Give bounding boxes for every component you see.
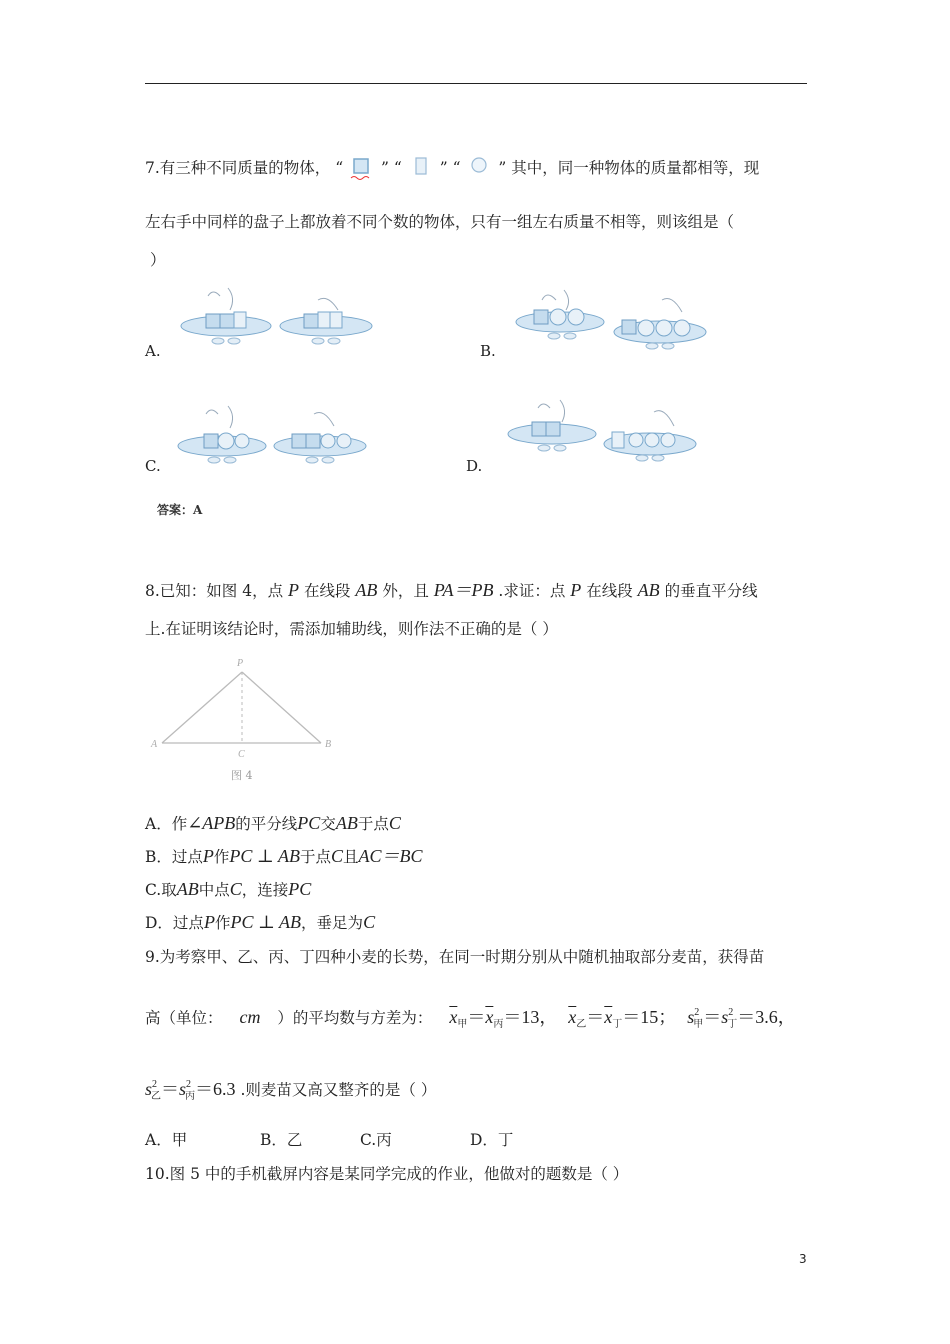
q9-text-c: .则麦苗又高又整齐的是（ ）: [240, 1081, 437, 1099]
q8-opt-b-text: B．过点: [145, 848, 203, 866]
var-c: C: [363, 912, 376, 932]
cube-icon: [348, 156, 376, 182]
x-bar: $\overline{x}$: [449, 1007, 458, 1027]
q7-line3: ）: [150, 251, 166, 269]
unit-cm: cm: [239, 1007, 261, 1027]
q8-text-b: 在线段: [303, 582, 351, 600]
sphere-icon: [465, 156, 493, 182]
q8-opt-a-text: A．作: [145, 815, 188, 833]
var-p: P: [203, 912, 215, 932]
option-d-label: D.: [466, 457, 483, 475]
option-a-figure: [178, 286, 378, 348]
q8-line2: 上.在证明该结论时，需添加辅助线，则作法不正确的是（ ）: [145, 620, 558, 638]
var-s: s: [145, 1079, 153, 1099]
eq-pa-pb: PA＝PB: [433, 580, 494, 600]
sub-ding: 丁: [727, 1019, 738, 1030]
q8-text-c: 外，且: [382, 582, 429, 600]
perp-pc-ab: PC ⊥ AB: [230, 912, 302, 932]
var-s: s: [687, 1007, 695, 1027]
cylinder-icon: [407, 156, 435, 182]
sub-yi: 乙: [576, 1019, 587, 1030]
var-ab: AB: [176, 879, 199, 899]
q7-line1: [145, 156, 759, 182]
q9-option-d: D．丁: [470, 1131, 514, 1149]
value-15: ＝15: [622, 1007, 659, 1027]
quote-close: ”: [498, 159, 507, 177]
sub-yi: 乙: [151, 1091, 162, 1102]
q8-opt-b-text3: 于点: [300, 848, 332, 866]
q9-text-a: 高（单位：: [145, 1009, 223, 1027]
var-p: P: [202, 846, 214, 866]
header-rule: [145, 83, 807, 84]
q7-line2: 左右手中同样的盘子上都放着不同个数的物体，只有一组左右质量不相等，则该组是（: [145, 213, 735, 231]
var-p: P: [288, 580, 300, 600]
option-d-figure: [504, 398, 704, 464]
q8-option-b: [145, 846, 423, 867]
option-b-figure: [512, 288, 712, 350]
sup-2: 2: [152, 1079, 158, 1090]
q8-opt-a-text4: 于点: [357, 815, 389, 833]
equals: ＝: [586, 1007, 605, 1027]
q7-answer: 答案：A: [157, 503, 203, 517]
quote-open: “: [393, 159, 402, 177]
q8-opt-c-text3: ，连接: [241, 881, 289, 899]
q8-option-a: [145, 813, 401, 834]
page-number: 3: [799, 1252, 807, 1266]
q8-opt-c-text2: 中点: [198, 881, 230, 899]
semicolon: ；: [658, 1007, 677, 1027]
var-s: s: [721, 1007, 729, 1027]
q8-option-d: [145, 912, 375, 933]
q8-opt-d-text3: ，垂足为: [301, 914, 364, 932]
value-6-3: ＝6.3: [195, 1079, 236, 1099]
figure-label-b: B: [325, 739, 332, 750]
q8-opt-b-text2: 作: [213, 848, 230, 866]
q10-line1: 10.图 5 中的手机截屏内容是某同学完成的作业，他做对的题数是（ ）: [145, 1165, 629, 1183]
stat-means-2: [568, 1007, 677, 1030]
stat-var-1: [687, 1007, 796, 1030]
sub-jia: 甲: [693, 1019, 704, 1030]
option-c-label: C.: [145, 457, 161, 475]
perp-pc-ab: PC ⊥ AB: [229, 846, 300, 866]
x-bar: $\overline{x}$: [568, 1007, 577, 1027]
var-ab: AB: [355, 580, 378, 600]
q8-opt-c-text: C.取: [145, 881, 177, 899]
sub-bing: 丙: [185, 1091, 196, 1102]
figure-label-p: P: [237, 658, 244, 669]
var-c: C: [388, 813, 401, 833]
sub-jia: 甲: [457, 1019, 468, 1030]
q8-text-f: 的垂直平分线: [664, 582, 758, 600]
value-3-6: ＝3.6: [737, 1007, 778, 1027]
q9-line3: [145, 1075, 436, 1107]
q9-options: [145, 1130, 514, 1150]
comma: ，: [777, 1007, 796, 1027]
equals: ＝: [161, 1079, 180, 1099]
quote-open: “: [452, 159, 461, 177]
quote-close: ”: [439, 159, 448, 177]
var-s: s: [179, 1079, 187, 1099]
equals: ＝: [703, 1007, 722, 1027]
var-c: C: [331, 846, 344, 866]
var-pc: PC: [297, 813, 321, 833]
q9-line2: [145, 1003, 796, 1035]
figure-label-a: A: [151, 739, 158, 750]
option-b-label: B.: [480, 342, 496, 360]
sup-2: 2: [694, 1007, 700, 1018]
comma: ，: [539, 1007, 558, 1027]
q9-line1: 9.为考察甲、乙、丙、丁四种小麦的长势，在同一时期分别从中随机抽取部分麦苗，获得苗: [145, 948, 765, 966]
value-13: ＝13: [503, 1007, 540, 1027]
eq-ac-bc: AC＝BC: [358, 846, 423, 866]
angle-apb: ∠APB: [187, 813, 236, 833]
q9-option-c: C.丙: [360, 1131, 392, 1149]
figure-4-caption: 图 4: [231, 769, 253, 782]
figure-4-triangle: [145, 655, 345, 759]
q8-opt-b-text4: 且: [343, 848, 359, 866]
option-a-label: A.: [145, 342, 161, 360]
q8-option-c: [145, 879, 311, 900]
q7-suffix: 其中，同一种物体的质量都相等，现: [511, 159, 760, 177]
q7-prefix: 7.有三种不同质量的物体，: [145, 159, 331, 177]
q9-option-a: A．甲: [145, 1131, 188, 1149]
q8-text-a: 8.已知：如图 4，点: [145, 582, 284, 600]
q8-line1: [145, 580, 758, 601]
var-c: C: [229, 879, 242, 899]
x-bar: $\overline{x}$: [604, 1007, 613, 1027]
q8-opt-d-text2: 作: [214, 914, 231, 932]
q8-text-e: 在线段: [586, 582, 633, 600]
var-ab: AB: [637, 580, 660, 600]
q8-opt-d-text: D．过点: [145, 914, 204, 932]
q8-opt-a-text2: 的平分线: [235, 815, 298, 833]
var-ab: AB: [335, 813, 358, 833]
x-bar: $\overline{x}$: [485, 1007, 494, 1027]
sup-2: 2: [186, 1079, 192, 1090]
stat-means-1: [449, 1007, 558, 1030]
equals: ＝: [467, 1007, 486, 1027]
figure-label-c: C: [238, 749, 245, 759]
quote-open: “: [335, 159, 344, 177]
q9-option-b: B．乙: [260, 1131, 303, 1149]
stat-var-2: [145, 1079, 236, 1102]
sub-ding: 丁: [612, 1019, 623, 1030]
q9-text-b: ）的平均数与方差为：: [277, 1009, 433, 1027]
q8-text-d: .求证：点: [498, 582, 566, 600]
var-pc: PC: [288, 879, 312, 899]
quote-close: ”: [381, 159, 389, 177]
sub-bing: 丙: [493, 1019, 504, 1030]
sup-2: 2: [728, 1007, 734, 1018]
var-p: P: [570, 580, 582, 600]
option-c-figure: [174, 404, 374, 466]
q8-opt-a-text3: 交: [320, 815, 336, 833]
